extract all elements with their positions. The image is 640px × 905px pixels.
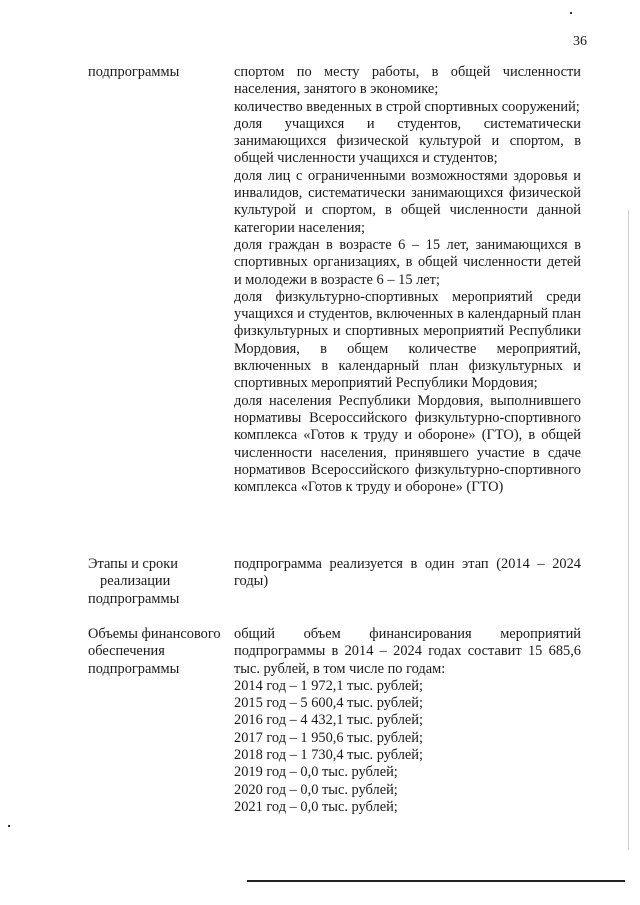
financing-year-item: 2018 год – 1 730,4 тыс. рублей;: [234, 747, 423, 764]
financing-year-item: 2019 год – 0,0 тыс. рублей;: [234, 764, 398, 781]
scan-edge-line: [628, 210, 629, 850]
row-content: [234, 64, 581, 496]
row-label-line: подпрограммы: [88, 64, 180, 80]
financing-year-item: 2021 год – 0,0 тыс. рублей;: [234, 798, 398, 815]
row-label: [88, 626, 234, 816]
row-label-line: подпрограммы: [88, 590, 180, 607]
indicator-item: количество введенных в строй спортивных сооружений;: [234, 98, 580, 115]
row-label-line: Объемы финансового: [88, 626, 221, 642]
indicator-item: доля граждан в возрасте 6 – 15 лет, занимающихся в спортивных организациях, в общей численности детей и молодежи в возрасте 6 – 15 лет;: [234, 236, 581, 288]
row-content: [234, 626, 581, 816]
row-label: [88, 556, 234, 608]
row-label-line: подпрограммы: [88, 660, 180, 677]
financing-year-item: 2014 год – 1 972,1 тыс. рублей;: [234, 677, 423, 694]
passport-row-indicators: [88, 64, 588, 496]
scan-speck: [570, 12, 572, 14]
passport-row-stages: [88, 556, 588, 608]
indicator-item: спортом по месту работы, в общей численности населения, занятого в экономике;: [234, 64, 581, 98]
indicator-item: доля населения Республики Мордовия, выполнившего нормативы Всероссийского физкультурно-спортивного комплекса «Готов к труду и обороне» (ГТО), в общей численности населения, принявшего участие в сдаче нормативов Всероссийского физкультурно-спортивного комплекса «Готов к труду и обороне» (ГТО): [234, 392, 581, 496]
indicator-item: доля физкультурно-спортивных мероприятий среди учащихся и студентов, включенных в календарный план физкультурных и спортивных мероприятий Республики Мордовия, в общем количестве мероприятий, включенных в календарный план физкультурных и спортивных мероприятий Республики Мордовия;: [234, 288, 581, 392]
financing-year-item: 2016 год – 4 432,1 тыс. рублей;: [234, 712, 423, 729]
row-label-line: обеспечения: [88, 643, 165, 660]
row-content: [234, 556, 581, 608]
stages-text: подпрограмма реализуется в один этап (2014 – 2024 годы): [234, 556, 581, 590]
row-label: [88, 64, 234, 496]
financing-year-item: 2015 год – 5 600,4 тыс. рублей;: [234, 695, 423, 712]
financing-text: общий объем финансирования мероприятий подпрограммы в 2014 – 2024 годах составит 15 685,6 тыс. рублей, в том числе по годам:: [234, 626, 581, 677]
financing-year-item: 2020 год – 0,0 тыс. рублей;: [234, 781, 398, 798]
row-label-line: Этапы и сроки: [88, 556, 178, 572]
passport-row-financing: [88, 626, 588, 816]
financing-year-item: 2017 год – 1 950,6 тыс. рублей;: [234, 729, 423, 746]
page-number: 36: [573, 34, 587, 49]
indicator-item: доля учащихся и студентов, систематически занимающихся физической культурой и спортом, в общей численности учащихся и студентов;: [234, 115, 581, 167]
row-label-line: реализации: [100, 573, 171, 590]
financing-years-list: [234, 678, 581, 816]
page-bottom-rule: [247, 880, 625, 882]
indicator-item: доля лиц с ограниченными возможностями здоровья и инвалидов, систематически занимающихся физической культурой и спортом, в общей численности данной категории населения;: [234, 167, 581, 236]
scan-speck: [8, 825, 10, 827]
